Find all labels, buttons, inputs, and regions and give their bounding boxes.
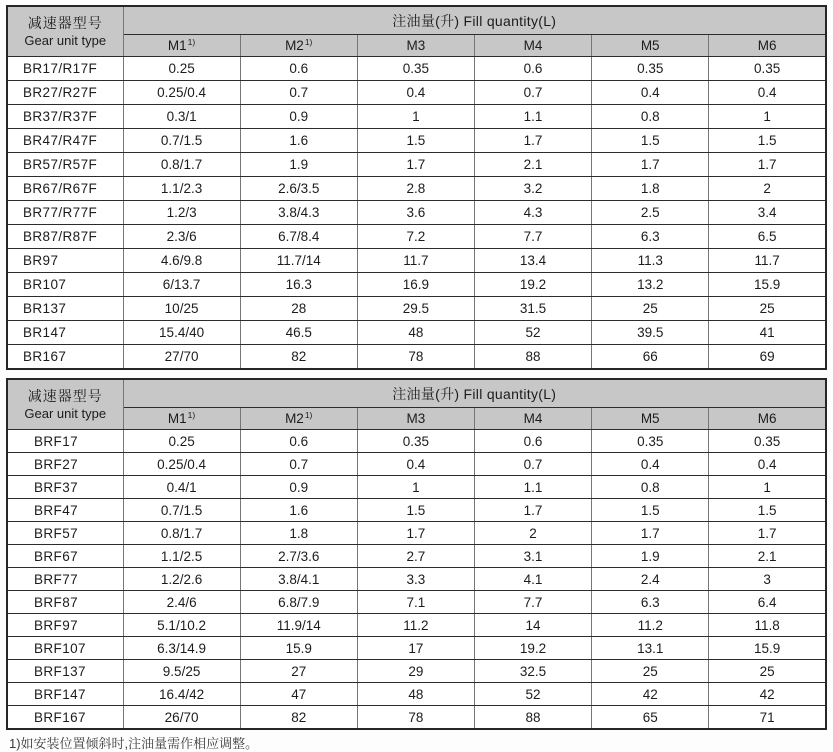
table-row xyxy=(7,273,826,297)
fill-quantity-cell: 1.7 xyxy=(474,499,591,522)
fill-quantity-cell: 1.8 xyxy=(240,522,357,545)
fill-quantity-cell: 48 xyxy=(357,321,474,345)
fill-quantity-cell: 0.6 xyxy=(474,57,591,81)
fill-quantity-table-brf xyxy=(6,378,827,730)
col-header-m2: M2$^{1)}$ xyxy=(240,35,357,57)
table-row xyxy=(7,249,826,273)
col-header-m3: M3 xyxy=(357,35,474,57)
fill-quantity-cell: 11.7/14 xyxy=(240,249,357,273)
fill-quantity-cell: 25 xyxy=(592,660,709,683)
table-row xyxy=(7,129,826,153)
fill-quantity-cell: 0.25 xyxy=(123,57,240,81)
table-row xyxy=(7,225,826,249)
fill-quantity-cell: 7.1 xyxy=(357,591,474,614)
fill-quantity-cell: 1 xyxy=(709,476,826,499)
fill-quantity-cell: 0.7 xyxy=(240,81,357,105)
fill-quantity-cell: 1 xyxy=(357,105,474,129)
table-row xyxy=(7,81,826,105)
table-gap xyxy=(6,370,827,378)
fill-quantity-cell: 0.35 xyxy=(357,57,474,81)
fill-quantity-cell: 11.8 xyxy=(709,614,826,637)
fill-quantity-cell: 0.7 xyxy=(474,81,591,105)
col-header-m5: M5 xyxy=(592,35,709,57)
col-header-m6: M6 xyxy=(709,35,826,57)
fill-quantity-cell: 0.7/1.5 xyxy=(123,129,240,153)
table-row xyxy=(7,297,826,321)
fill-quantity-cell: 1.7 xyxy=(709,153,826,177)
fill-quantity-cell: 6.8/7.9 xyxy=(240,591,357,614)
fill-quantity-cell: 2.5 xyxy=(592,201,709,225)
fill-quantity-cell: 13.4 xyxy=(474,249,591,273)
gear-unit-model-cell: BR47/R47F xyxy=(7,129,123,153)
fill-quantity-cell: 2.4 xyxy=(592,568,709,591)
fill-quantity-cell: 0.6 xyxy=(240,430,357,453)
fill-quantity-cell: 11.7 xyxy=(357,249,474,273)
fill-quantity-cell: 16.4/42 xyxy=(123,683,240,706)
fill-quantity-cell: 15.9 xyxy=(240,637,357,660)
fill-quantity-cell: 2.6/3.5 xyxy=(240,177,357,201)
fill-quantity-cell: 1.1/2.5 xyxy=(123,545,240,568)
fill-quantity-cell: 1.7 xyxy=(474,129,591,153)
fill-quantity-cell: 0.4 xyxy=(357,453,474,476)
gear-unit-model-cell: BR37/R37F xyxy=(7,105,123,129)
table-row xyxy=(7,105,826,129)
gear-unit-type-header-zh: 减速器型号 xyxy=(27,387,103,404)
gear-unit-model-cell: BRF167 xyxy=(7,706,123,730)
fill-quantity-cell: 1.5 xyxy=(709,499,826,522)
fill-quantity-cell: 15.4/40 xyxy=(123,321,240,345)
fill-quantity-cell: 2.1 xyxy=(709,545,826,568)
fill-quantity-cell: 0.7 xyxy=(240,453,357,476)
table-row xyxy=(7,321,826,345)
fill-quantity-cell: 0.3/1 xyxy=(123,105,240,129)
fill-quantity-cell: 2.7 xyxy=(357,545,474,568)
fill-quantity-cell: 32.5 xyxy=(474,660,591,683)
fill-quantity-cell: 3.2 xyxy=(474,177,591,201)
fill-quantity-cell: 25 xyxy=(592,297,709,321)
fill-quantity-cell: 41 xyxy=(709,321,826,345)
fill-quantity-cell: 0.35 xyxy=(357,430,474,453)
fill-quantity-cell: 0.35 xyxy=(709,430,826,453)
fill-quantity-cell: 6.5 xyxy=(709,225,826,249)
fill-quantity-cell: 52 xyxy=(474,683,591,706)
fill-quantity-cell: 0.35 xyxy=(709,57,826,81)
fill-quantity-cell: 1.9 xyxy=(240,153,357,177)
gear-unit-model-cell: BR97 xyxy=(7,249,123,273)
fill-quantity-cell: 13.2 xyxy=(592,273,709,297)
fill-quantity-cell: 0.8/1.7 xyxy=(123,153,240,177)
table-row xyxy=(7,430,826,453)
gear-unit-model-cell: BRF77 xyxy=(7,568,123,591)
fill-quantity-cell: 7.7 xyxy=(474,591,591,614)
fill-quantity-cell: 2 xyxy=(709,177,826,201)
fill-quantity-cell: 0.25/0.4 xyxy=(123,453,240,476)
fill-quantity-cell: 78 xyxy=(357,345,474,370)
fill-quantity-cell: 0.35 xyxy=(592,57,709,81)
fill-quantity-cell: 1 xyxy=(709,105,826,129)
fill-quantity-cell: 3.8/4.1 xyxy=(240,568,357,591)
fill-quantity-cell: 13.1 xyxy=(592,637,709,660)
gear-unit-type-header-en: Gear unit type xyxy=(24,405,107,421)
fill-quantity-cell: 2.8 xyxy=(357,177,474,201)
fill-quantity-cell: 1.2/3 xyxy=(123,201,240,225)
column-header-row xyxy=(7,408,826,430)
fill-quantity-cell: 1.7 xyxy=(709,522,826,545)
fill-quantity-cell: 1.9 xyxy=(592,545,709,568)
fill-quantity-cell: 5.1/10.2 xyxy=(123,614,240,637)
col-header-m4: M4 xyxy=(474,35,591,57)
gear-unit-model-cell: BRF27 xyxy=(7,453,123,476)
gear-unit-model-cell: BRF37 xyxy=(7,476,123,499)
fill-quantity-cell: 66 xyxy=(592,345,709,370)
gear-unit-type-header xyxy=(7,379,123,430)
col-header-m4: M4 xyxy=(474,408,591,430)
fill-quantity-cell: 1.1/2.3 xyxy=(123,177,240,201)
gear-unit-model-cell: BRF47 xyxy=(7,499,123,522)
col-header-m2: M2$^{1)}$ xyxy=(240,408,357,430)
fill-quantity-cell: 6.3/14.9 xyxy=(123,637,240,660)
fill-quantity-cell: 0.4 xyxy=(709,453,826,476)
fill-quantity-cell: 14 xyxy=(474,614,591,637)
fill-quantity-cell: 39.5 xyxy=(592,321,709,345)
table-row xyxy=(7,153,826,177)
table-row xyxy=(7,706,826,730)
fill-quantity-cell: 15.9 xyxy=(709,273,826,297)
fill-quantity-cell: 1.5 xyxy=(357,129,474,153)
col-header-m5: M5 xyxy=(592,408,709,430)
col-header-m1: M1$^{1)}$ xyxy=(123,408,240,430)
fill-quantity-cell: 25 xyxy=(709,297,826,321)
table-row xyxy=(7,453,826,476)
fill-quantity-cell: 6.3 xyxy=(592,591,709,614)
fill-quantity-cell: 1.6 xyxy=(240,129,357,153)
fill-quantity-cell: 46.5 xyxy=(240,321,357,345)
fill-quantity-cell: 1.1 xyxy=(474,476,591,499)
fill-quantity-cell: 0.4 xyxy=(709,81,826,105)
table-row xyxy=(7,545,826,568)
gear-unit-model-cell: BRF107 xyxy=(7,637,123,660)
footnote-marker: 1) xyxy=(187,409,196,420)
fill-quantity-cell: 1.7 xyxy=(357,153,474,177)
fill-quantity-cell: 52 xyxy=(474,321,591,345)
fill-quantity-cell: 11.7 xyxy=(709,249,826,273)
fill-quantity-cell: 1.2/2.6 xyxy=(123,568,240,591)
gear-unit-model-cell: BR57/R57F xyxy=(7,153,123,177)
fill-quantity-cell: 26/70 xyxy=(123,706,240,730)
fill-quantity-cell: 19.2 xyxy=(474,637,591,660)
fill-quantity-cell: 3.3 xyxy=(357,568,474,591)
fill-quantity-cell: 4.1 xyxy=(474,568,591,591)
fill-quantity-cell: 19.2 xyxy=(474,273,591,297)
table-row xyxy=(7,591,826,614)
gear-unit-model-cell: BR137 xyxy=(7,297,123,321)
table-row xyxy=(7,614,826,637)
fill-quantity-cell: 16.3 xyxy=(240,273,357,297)
fill-quantity-cell: 1.5 xyxy=(592,129,709,153)
fill-quantity-cell: 0.35 xyxy=(592,430,709,453)
table-row xyxy=(7,476,826,499)
col-header-m6: M6 xyxy=(709,408,826,430)
fill-quantity-cell: 11.3 xyxy=(592,249,709,273)
gear-unit-model-cell: BRF137 xyxy=(7,660,123,683)
fill-quantity-cell: 1.5 xyxy=(357,499,474,522)
gear-unit-type-header-zh: 减速器型号 xyxy=(27,14,103,31)
fill-quantity-cell: 28 xyxy=(240,297,357,321)
table-row xyxy=(7,660,826,683)
fill-quantity-cell: 2.1 xyxy=(474,153,591,177)
fill-quantity-cell: 69 xyxy=(709,345,826,370)
fill-quantity-cell: 0.7/1.5 xyxy=(123,499,240,522)
fill-quantity-cell: 0.9 xyxy=(240,476,357,499)
fill-quantity-cell: 27/70 xyxy=(123,345,240,370)
footnote-marker: 1) xyxy=(304,409,313,420)
gear-unit-type-header-en: Gear unit type xyxy=(24,32,107,48)
fill-quantity-cell: 7.2 xyxy=(357,225,474,249)
table-row xyxy=(7,345,826,370)
fill-quantity-cell: 82 xyxy=(240,345,357,370)
fill-quantity-cell: 71 xyxy=(709,706,826,730)
fill-quantity-cell: 2.4/6 xyxy=(123,591,240,614)
col-header-m3: M3 xyxy=(357,408,474,430)
fill-quantity-cell: 0.8 xyxy=(592,105,709,129)
fill-quantity-cell: 3.1 xyxy=(474,545,591,568)
fill-quantity-cell: 4.3 xyxy=(474,201,591,225)
gear-unit-model-cell: BR27/R27F xyxy=(7,81,123,105)
fill-quantity-cell: 25 xyxy=(709,660,826,683)
gear-unit-model-cell: BRF57 xyxy=(7,522,123,545)
gear-unit-model-cell: BRF87 xyxy=(7,591,123,614)
fill-quantity-cell: 47 xyxy=(240,683,357,706)
fill-quantity-header: 注油量(升) Fill quantity(L) xyxy=(123,6,826,35)
fill-quantity-cell: 29 xyxy=(357,660,474,683)
fill-quantity-cell: 6.7/8.4 xyxy=(240,225,357,249)
fill-quantity-cell: 65 xyxy=(592,706,709,730)
fill-quantity-cell: 2.7/3.6 xyxy=(240,545,357,568)
table-row xyxy=(7,683,826,706)
fill-quantity-cell: 3.8/4.3 xyxy=(240,201,357,225)
table-row xyxy=(7,177,826,201)
footnote: 1)如安装位置倾斜时,注油量需作相应调整。 xyxy=(9,736,259,751)
fill-quantity-cell: 0.6 xyxy=(240,57,357,81)
fill-quantity-cell: 1.7 xyxy=(357,522,474,545)
fill-quantity-cell: 11.9/14 xyxy=(240,614,357,637)
footnote-marker: 1) xyxy=(304,36,313,47)
gear-unit-model-cell: BR17/R17F xyxy=(7,57,123,81)
fill-quantity-cell: 6.3 xyxy=(592,225,709,249)
fill-quantity-cell: 17 xyxy=(357,637,474,660)
fill-quantity-cell: 2 xyxy=(474,522,591,545)
column-header-row xyxy=(7,35,826,57)
table-header-row xyxy=(7,6,826,35)
fill-quantity-cell: 1.5 xyxy=(709,129,826,153)
table-header-row xyxy=(7,379,826,408)
fill-quantity-cell: 0.25 xyxy=(123,430,240,453)
fill-quantity-cell: 0.8/1.7 xyxy=(123,522,240,545)
fill-quantity-cell: 0.8 xyxy=(592,476,709,499)
fill-quantity-cell: 11.2 xyxy=(592,614,709,637)
fill-quantity-cell: 0.4 xyxy=(357,81,474,105)
gear-unit-model-cell: BR87/R87F xyxy=(7,225,123,249)
gear-unit-model-cell: BR147 xyxy=(7,321,123,345)
table-row xyxy=(7,499,826,522)
fill-quantity-cell: 6.4 xyxy=(709,591,826,614)
table-row xyxy=(7,568,826,591)
fill-quantity-cell: 0.6 xyxy=(474,430,591,453)
fill-quantity-cell: 42 xyxy=(709,683,826,706)
gear-unit-model-cell: BR67/R67F xyxy=(7,177,123,201)
fill-quantity-cell: 3.4 xyxy=(709,201,826,225)
fill-quantity-cell: 88 xyxy=(474,706,591,730)
gear-unit-model-cell: BR77/R77F xyxy=(7,201,123,225)
table-row xyxy=(7,57,826,81)
gear-unit-model-cell: BRF67 xyxy=(7,545,123,568)
fill-quantity-cell: 27 xyxy=(240,660,357,683)
fill-quantity-cell: 1.6 xyxy=(240,499,357,522)
gear-unit-model-cell: BR107 xyxy=(7,273,123,297)
fill-quantity-cell: 1.1 xyxy=(474,105,591,129)
gear-unit-model-cell: BR167 xyxy=(7,345,123,370)
table-row xyxy=(7,522,826,545)
fill-quantity-cell: 29.5 xyxy=(357,297,474,321)
col-header-m1: M1$^{1)}$ xyxy=(123,35,240,57)
gear-unit-model-cell: BRF17 xyxy=(7,430,123,453)
fill-quantity-cell: 4.6/9.8 xyxy=(123,249,240,273)
table-row xyxy=(7,201,826,225)
fill-quantity-cell: 1.7 xyxy=(592,153,709,177)
gear-unit-model-cell: BRF97 xyxy=(7,614,123,637)
fill-quantity-cell: 42 xyxy=(592,683,709,706)
fill-quantity-cell: 3.6 xyxy=(357,201,474,225)
fill-quantity-cell: 0.7 xyxy=(474,453,591,476)
fill-quantity-cell: 0.4/1 xyxy=(123,476,240,499)
table-row xyxy=(7,637,826,660)
fill-quantity-cell: 6/13.7 xyxy=(123,273,240,297)
fill-quantity-cell: 0.25/0.4 xyxy=(123,81,240,105)
fill-quantity-cell: 0.9 xyxy=(240,105,357,129)
gear-unit-type-header xyxy=(7,6,123,57)
fill-quantity-cell: 31.5 xyxy=(474,297,591,321)
fill-quantity-cell: 10/25 xyxy=(123,297,240,321)
fill-quantity-cell: 9.5/25 xyxy=(123,660,240,683)
fill-quantity-cell: 3 xyxy=(709,568,826,591)
fill-quantity-cell: 78 xyxy=(357,706,474,730)
fill-quantity-header: 注油量(升) Fill quantity(L) xyxy=(123,379,826,408)
fill-quantity-cell: 48 xyxy=(357,683,474,706)
footnote-marker: 1) xyxy=(187,36,196,47)
fill-quantity-cell: 1.7 xyxy=(592,522,709,545)
fill-quantity-cell: 2.3/6 xyxy=(123,225,240,249)
fill-quantity-cell: 0.4 xyxy=(592,81,709,105)
fill-quantity-cell: 11.2 xyxy=(357,614,474,637)
fill-quantity-cell: 7.7 xyxy=(474,225,591,249)
fill-quantity-cell: 1.5 xyxy=(592,499,709,522)
fill-quantity-cell: 16.9 xyxy=(357,273,474,297)
fill-quantity-cell: 82 xyxy=(240,706,357,730)
fill-quantity-cell: 88 xyxy=(474,345,591,370)
fill-quantity-cell: 1 xyxy=(357,476,474,499)
gear-unit-model-cell: BRF147 xyxy=(7,683,123,706)
fill-quantity-cell: 0.4 xyxy=(592,453,709,476)
fill-quantity-table-br xyxy=(6,5,827,370)
fill-quantity-cell: 15.9 xyxy=(709,637,826,660)
fill-quantity-cell: 1.8 xyxy=(592,177,709,201)
